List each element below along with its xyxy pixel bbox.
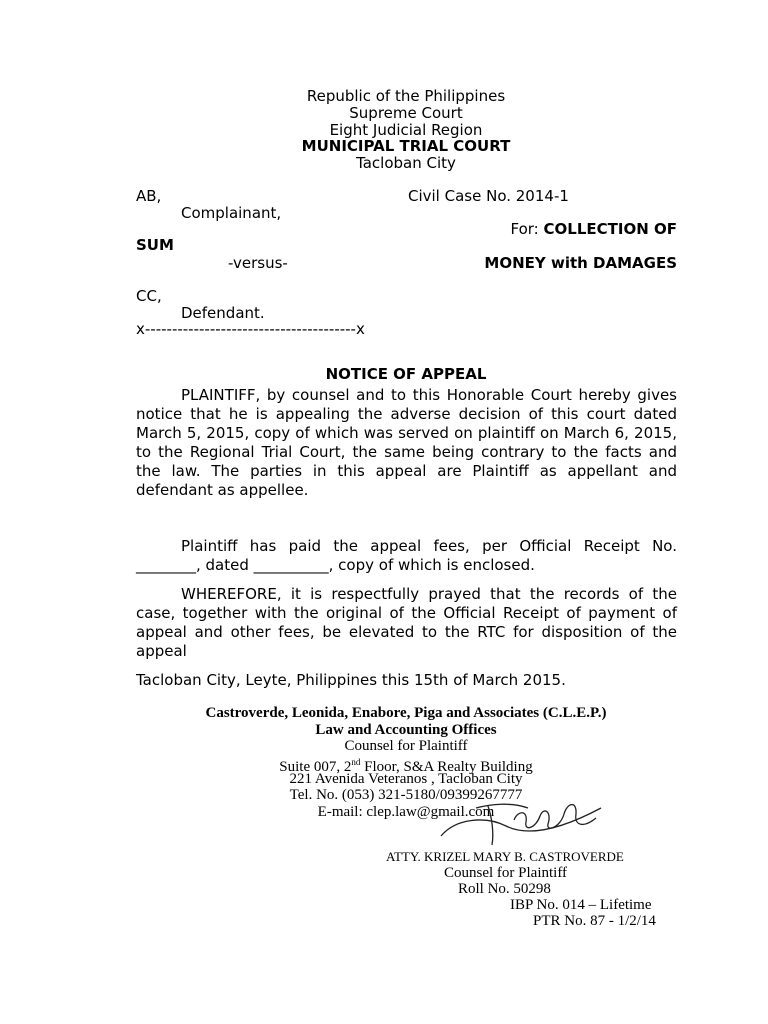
handwritten-signature [436, 788, 611, 848]
body-paragraph-3 [136, 585, 677, 661]
signatory-role: Counsel for Plaintiff [444, 865, 568, 881]
case-subject-line1 [408, 220, 677, 238]
date-line: Tacloban City, Leyte, Philippines this 15th of March 2015. [136, 671, 566, 689]
header-court: MUNICIPAL TRIAL COURT [301, 137, 511, 155]
case-subject-line2: MONEY with DAMAGES [484, 254, 677, 272]
header-city: Tacloban City [356, 154, 456, 172]
body-text-3: WHEREFORE, it is respectfully prayed that the records of the case, together with the original of the Official Receipt of payment of appeal and other fees, be elevated to the RTC for disposition of the appeal [136, 585, 677, 660]
address-sup: nd [351, 757, 361, 767]
address-part-2: Floor, S&A Realty Building [360, 759, 533, 775]
signatory-roll: Roll No. 50298 [458, 881, 551, 897]
firm-email: E-mail: clep.law@gmail.com [317, 804, 495, 820]
defendant-name: CC, [136, 287, 162, 305]
body-paragraph-1 [136, 386, 677, 500]
firm-tel: Tel. No. (053) 321-5180/09399267777 [289, 787, 523, 803]
firm-subtitle: Law and Accounting Offices [315, 722, 497, 738]
signatory-ibp: IBP No. 014 – Lifetime [510, 897, 652, 913]
header-region: Eight Judicial Region [329, 121, 483, 139]
firm-address-2: 221 Avenida Veteranos , Tacloban City [289, 771, 523, 787]
complainant-name: AB, [136, 187, 162, 205]
defendant-role: Defendant. [181, 304, 265, 322]
for-text-sum: SUM [136, 236, 174, 254]
firm-name: Castroverde, Leonida, Enabore, Piga and Associates (C.L.E.P.) [205, 705, 607, 721]
body-text-1: PLAINTIFF, by counsel and to this Honorable Court hereby gives notice that he is appealing the adverse decision of this court dated March 5, 2015, copy of which was served on plaintiff on March 6, 2015, to the Regional Trial Court, the same being contrary to the facts and the law. The parties in this appeal are Plaintiff as appellant and defendant as appellee. [136, 386, 677, 499]
complainant-role: Complainant, [181, 204, 282, 222]
header-republic: Republic of the Philippines [306, 87, 506, 105]
signatory-name: ATTY. KRIZEL MARY B. CASTROVERDE [386, 849, 624, 864]
for-text1: COLLECTION OF [543, 220, 677, 238]
firm-role: Counsel for Plaintiff [344, 738, 468, 754]
header-supreme-court: Supreme Court [349, 104, 463, 122]
address-part-1: Suite 007, 2 [279, 759, 352, 775]
case-number: Civil Case No. 2014-1 [408, 187, 569, 205]
for-label: For: [510, 220, 539, 238]
caption-separator: x---------------------------------------x [136, 320, 365, 338]
signatory-ptr: PTR No. 87 - 1/2/14 [533, 913, 656, 929]
body-text-2: Plaintiff has paid the appeal fees, per Official Receipt No. ________, dated __________, copy of which is enclosed. [136, 537, 677, 574]
document-title: NOTICE OF APPEAL [325, 365, 487, 383]
versus-label: -versus- [228, 254, 288, 272]
body-paragraph-2 [136, 537, 677, 575]
